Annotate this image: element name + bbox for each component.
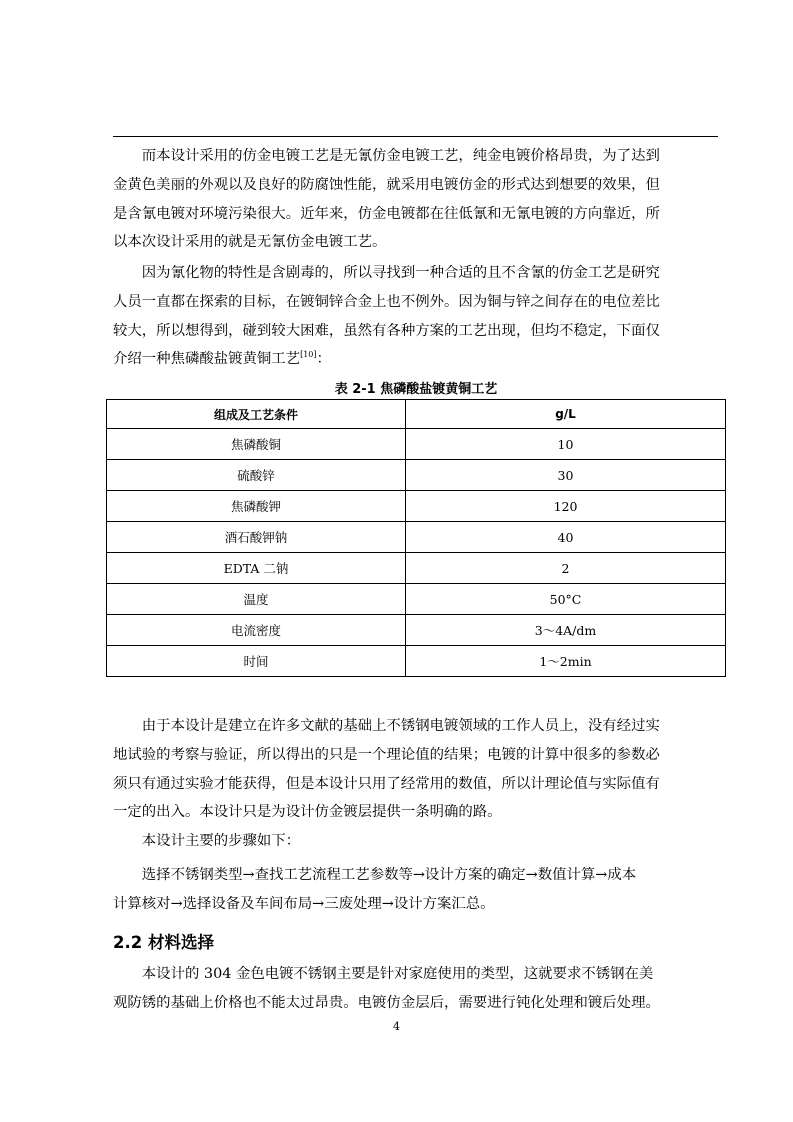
text-line: 是含氰电镀对环境污染很大。近年来，仿金电镀都在往低氰和无氰电镀的方向靠近，所 <box>113 205 660 222</box>
table-caption: 表 2-1 焦磷酸盐镀黄铜工艺 <box>334 382 498 397</box>
text-line: 本设计主要的步骤如下： <box>113 833 301 849</box>
column-header-unit: g/L <box>406 400 726 429</box>
text-line: 金黄色美丽的外观以及良好的防腐蚀性能，就采用电镀仿金的形式达到想要的效果，但 <box>113 176 660 193</box>
table-cell: 3～4A/dm <box>406 615 726 646</box>
text-line: 须只有通过实验才能获得，但是本设计只用了经常用的数值，所以计理论值与实际值有 <box>113 775 660 792</box>
text-line-with-citation <box>113 345 718 374</box>
table-cell: 时间 <box>107 646 406 677</box>
table-row <box>107 522 726 553</box>
text-line: 观防锈的基础上价格也不能太过昂贵。电镀仿金层后，需要进行钝化处理和镀后处理。 <box>113 994 660 1011</box>
table-row <box>107 615 726 646</box>
paragraph-5 <box>113 861 718 919</box>
text-line: 以本次设计采用的就是无氰仿金电镀工艺。 <box>113 234 387 251</box>
text-line: 而本设计采用的仿金电镀工艺是无氰仿金电镀工艺，纯金电镀价格昂贵，为了达到 <box>113 148 660 164</box>
text-line: 本设计的 304 金色电镀不锈钢主要是针对家庭使用的类型，这就要求不锈钢在美 <box>113 966 654 982</box>
text-line: 地试验的考察与验证，所以得出的只是一个理论值的结果；电镀的计算中很多的参数必 <box>113 746 660 763</box>
table-header-row <box>107 400 726 429</box>
table-cell: 1～2min <box>406 646 726 677</box>
paragraph-3 <box>113 712 718 827</box>
table-row <box>107 646 726 677</box>
page-number: 4 <box>393 1020 400 1033</box>
table-cell: 温度 <box>107 584 406 615</box>
text-line: 计算核对→选择设备及车间布局→三废处理→设计方案汇总。 <box>113 895 495 912</box>
citation-ref: [10] <box>300 350 317 360</box>
text-line: 由于本设计是建立在许多文献的基础上不锈钢电镀领域的工作人员上，没有经过实 <box>113 718 660 734</box>
table-cell: 酒石酸钾钠 <box>107 522 406 553</box>
table-cell: 40 <box>406 522 726 553</box>
section-heading: 2.2 材料选择 <box>113 933 214 952</box>
table-cell: 120 <box>406 491 726 522</box>
column-header-composition: 组成及工艺条件 <box>107 400 406 429</box>
text-fragment: 介绍一种焦磷酸盐镀黄铜工艺 <box>113 351 301 368</box>
table-cell: 50°C <box>406 584 726 615</box>
process-table <box>106 399 726 677</box>
text-line: 选择不锈钢类型→查找工艺流程工艺参数等→设计方案的确定→数值计算→成本 <box>113 867 637 883</box>
table-row <box>107 491 726 522</box>
paragraph-1 <box>113 142 718 257</box>
text-line: 较大，所以想得到，碰到较大困难，虽然有各种方案的工艺出现，但均不稳定，下面仅 <box>113 322 660 339</box>
table-cell: 10 <box>406 429 726 460</box>
text-fragment: ： <box>316 351 331 368</box>
table-cell: 30 <box>406 460 726 491</box>
table-cell: 硫酸锌 <box>107 460 406 491</box>
header-rule <box>113 136 718 137</box>
text-line: 一定的出入。本设计只是为设计仿金镀层提供一条明确的路。 <box>113 804 502 821</box>
paragraph-2 <box>113 259 718 374</box>
table-cell: 焦磷酸铜 <box>107 429 406 460</box>
table-cell: 焦磷酸钾 <box>107 491 406 522</box>
table-cell: 2 <box>406 553 726 584</box>
table-row <box>107 553 726 584</box>
table-row <box>107 429 726 460</box>
table-row <box>107 584 726 615</box>
paragraph-6 <box>113 960 718 1018</box>
text-line: 人员一直都在探索的目标，在镀铜锌合金上也不例外。因为铜与锌之间存在的电位差比 <box>113 293 660 310</box>
table-row <box>107 460 726 491</box>
table-cell: 电流密度 <box>107 615 406 646</box>
table-cell: EDTA 二钠 <box>107 553 406 584</box>
text-line: 因为氰化物的特性是含剧毒的，所以寻找到一种合适的且不含氰的仿金工艺是研究 <box>113 265 660 281</box>
paragraph-4 <box>113 827 718 856</box>
